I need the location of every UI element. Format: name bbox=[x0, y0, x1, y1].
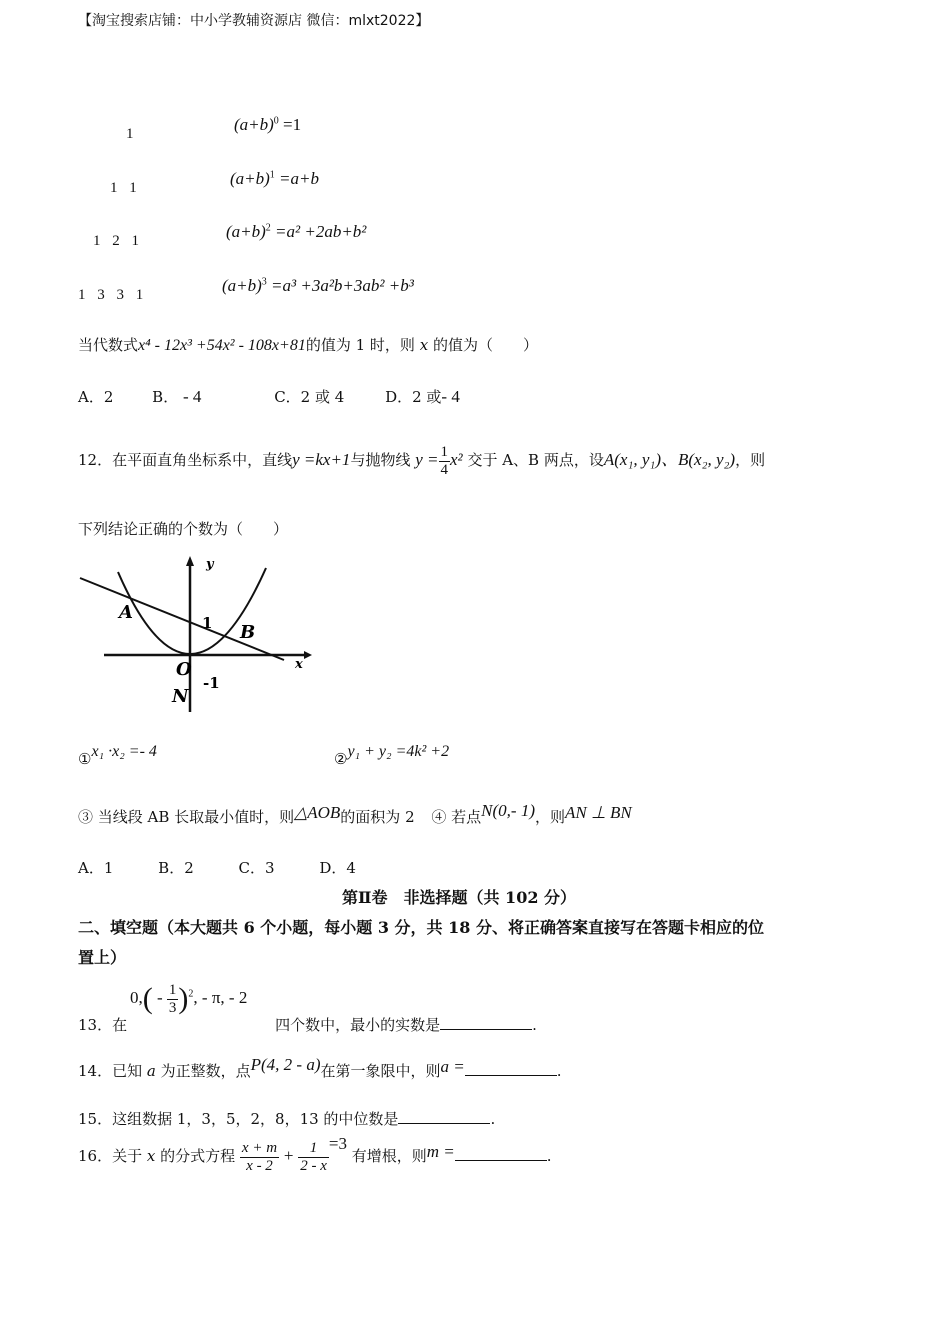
q14-stem: 14．已知 a 为正整数，点P(4, 2 - a)在第一象限中，则a = . bbox=[78, 1055, 562, 1080]
q15-answer-blank[interactable] bbox=[398, 1109, 490, 1124]
y-axis-arrow bbox=[186, 556, 194, 566]
q12-statement-3-4: ③ 当线段 AB 长取最小值时，则△AOB的面积为 2 ④ 若点N(0,- 1)，则AN ⊥ BN bbox=[78, 801, 632, 826]
q12-stem-line2: 下列结论正确的个数为（ ） bbox=[78, 520, 289, 538]
triangle-row-3: 1 2 1 bbox=[93, 233, 139, 249]
graph-label-minus-one: -1 bbox=[203, 674, 220, 692]
graph-label-n: N bbox=[172, 686, 189, 707]
q12-option-a: A．1 bbox=[78, 859, 114, 877]
q16-stem: 16．关于 x 的分式方程 $\frac{x + m}{x - 2}$ + $\frac{1}{2 - x}$ =3 有增根，则m = . bbox=[78, 1134, 552, 1174]
q12-graph bbox=[76, 550, 316, 720]
q13-stem: 13．在 四个数中，最小的实数是 . bbox=[78, 1016, 537, 1034]
q16-answer-blank[interactable] bbox=[455, 1146, 547, 1161]
binomial-formula-3: $(a+b)^3 =a^3 +3a^2b+3ab^2 +b^3$ bbox=[222, 276, 414, 295]
q11-option-b: B． - 4 bbox=[152, 387, 202, 406]
q14-answer-blank[interactable] bbox=[465, 1061, 557, 1076]
q13-numbers: 0,( - $\frac{1}{3}$ )$^2$, - π, - 2 bbox=[130, 982, 248, 1016]
q12-option-b: B．2 bbox=[158, 859, 194, 877]
section-fill-blank-title: 二、填空题（本大题共 6 个小题，每小题 3 分，共 18 分、将正确答案直接写在答题卡相应的位 bbox=[78, 918, 764, 937]
q12-option-c: C．3 bbox=[238, 859, 275, 877]
graph-label-y: y bbox=[206, 557, 214, 572]
q12-option-d: D．4 bbox=[319, 859, 356, 877]
graph-label-a: A bbox=[119, 602, 133, 623]
binomial-formula-0: $(a+b)^0 =1$ bbox=[234, 115, 302, 134]
q11-options bbox=[78, 386, 460, 407]
graph-label-o: O bbox=[176, 659, 192, 680]
triangle-row-1: 1 bbox=[126, 126, 134, 142]
page-header: 【淘宝搜索店铺：中小学教辅资源店 微信：mlxt2022】 bbox=[78, 13, 430, 29]
q12-statement-1: ①x₁ ·x₂ =- 4 bbox=[78, 743, 157, 768]
graph-label-one: 1 bbox=[202, 614, 213, 632]
q12-options bbox=[78, 857, 356, 878]
graph-label-b: B bbox=[240, 622, 256, 643]
section-fill-blank-title-cont: 置上） bbox=[78, 948, 127, 967]
triangle-row-4: 1 3 3 1 bbox=[78, 287, 144, 303]
q13-answer-blank[interactable] bbox=[440, 1015, 532, 1030]
triangle-row-2: 1 1 bbox=[110, 180, 137, 196]
graph-label-x: x bbox=[295, 657, 303, 672]
q12-stem: 12．在平面直角坐标系中，直线y =kx+1与抛物线 y = $\frac{1}{4}$ x² 交于 A、B 两点，设A(x₁, y₁)、B(x₂, y₂)，则 bbox=[78, 444, 766, 478]
q11-option-c: C．2 或 4 bbox=[274, 388, 345, 406]
part2-title: 第Ⅱ卷 非选择题（共 102 分） bbox=[342, 888, 577, 907]
q11-stem: 当代数式x⁴ - 12x³ +54x² - 108x+81的值为 1 时，则 x 的值为（ ） bbox=[78, 336, 538, 354]
binomial-formula-2: $(a+b)^2 =a^2 +2ab+b^2$ bbox=[226, 222, 367, 241]
binomial-formula-1: $(a+b)^1 =a+b$ bbox=[230, 169, 319, 188]
q11-option-d: D．2 或- 4 bbox=[385, 387, 460, 406]
x-axis-arrow bbox=[304, 651, 312, 659]
q15-stem: 15．这组数据 1，3，5，2，8，13 的中位数是 . bbox=[78, 1110, 496, 1128]
line-kx-plus-1 bbox=[80, 578, 284, 660]
q12-statement-2: ②y₁ + y₂ =4k² +2 bbox=[334, 743, 450, 768]
q11-option-a: A．2 bbox=[78, 388, 114, 406]
